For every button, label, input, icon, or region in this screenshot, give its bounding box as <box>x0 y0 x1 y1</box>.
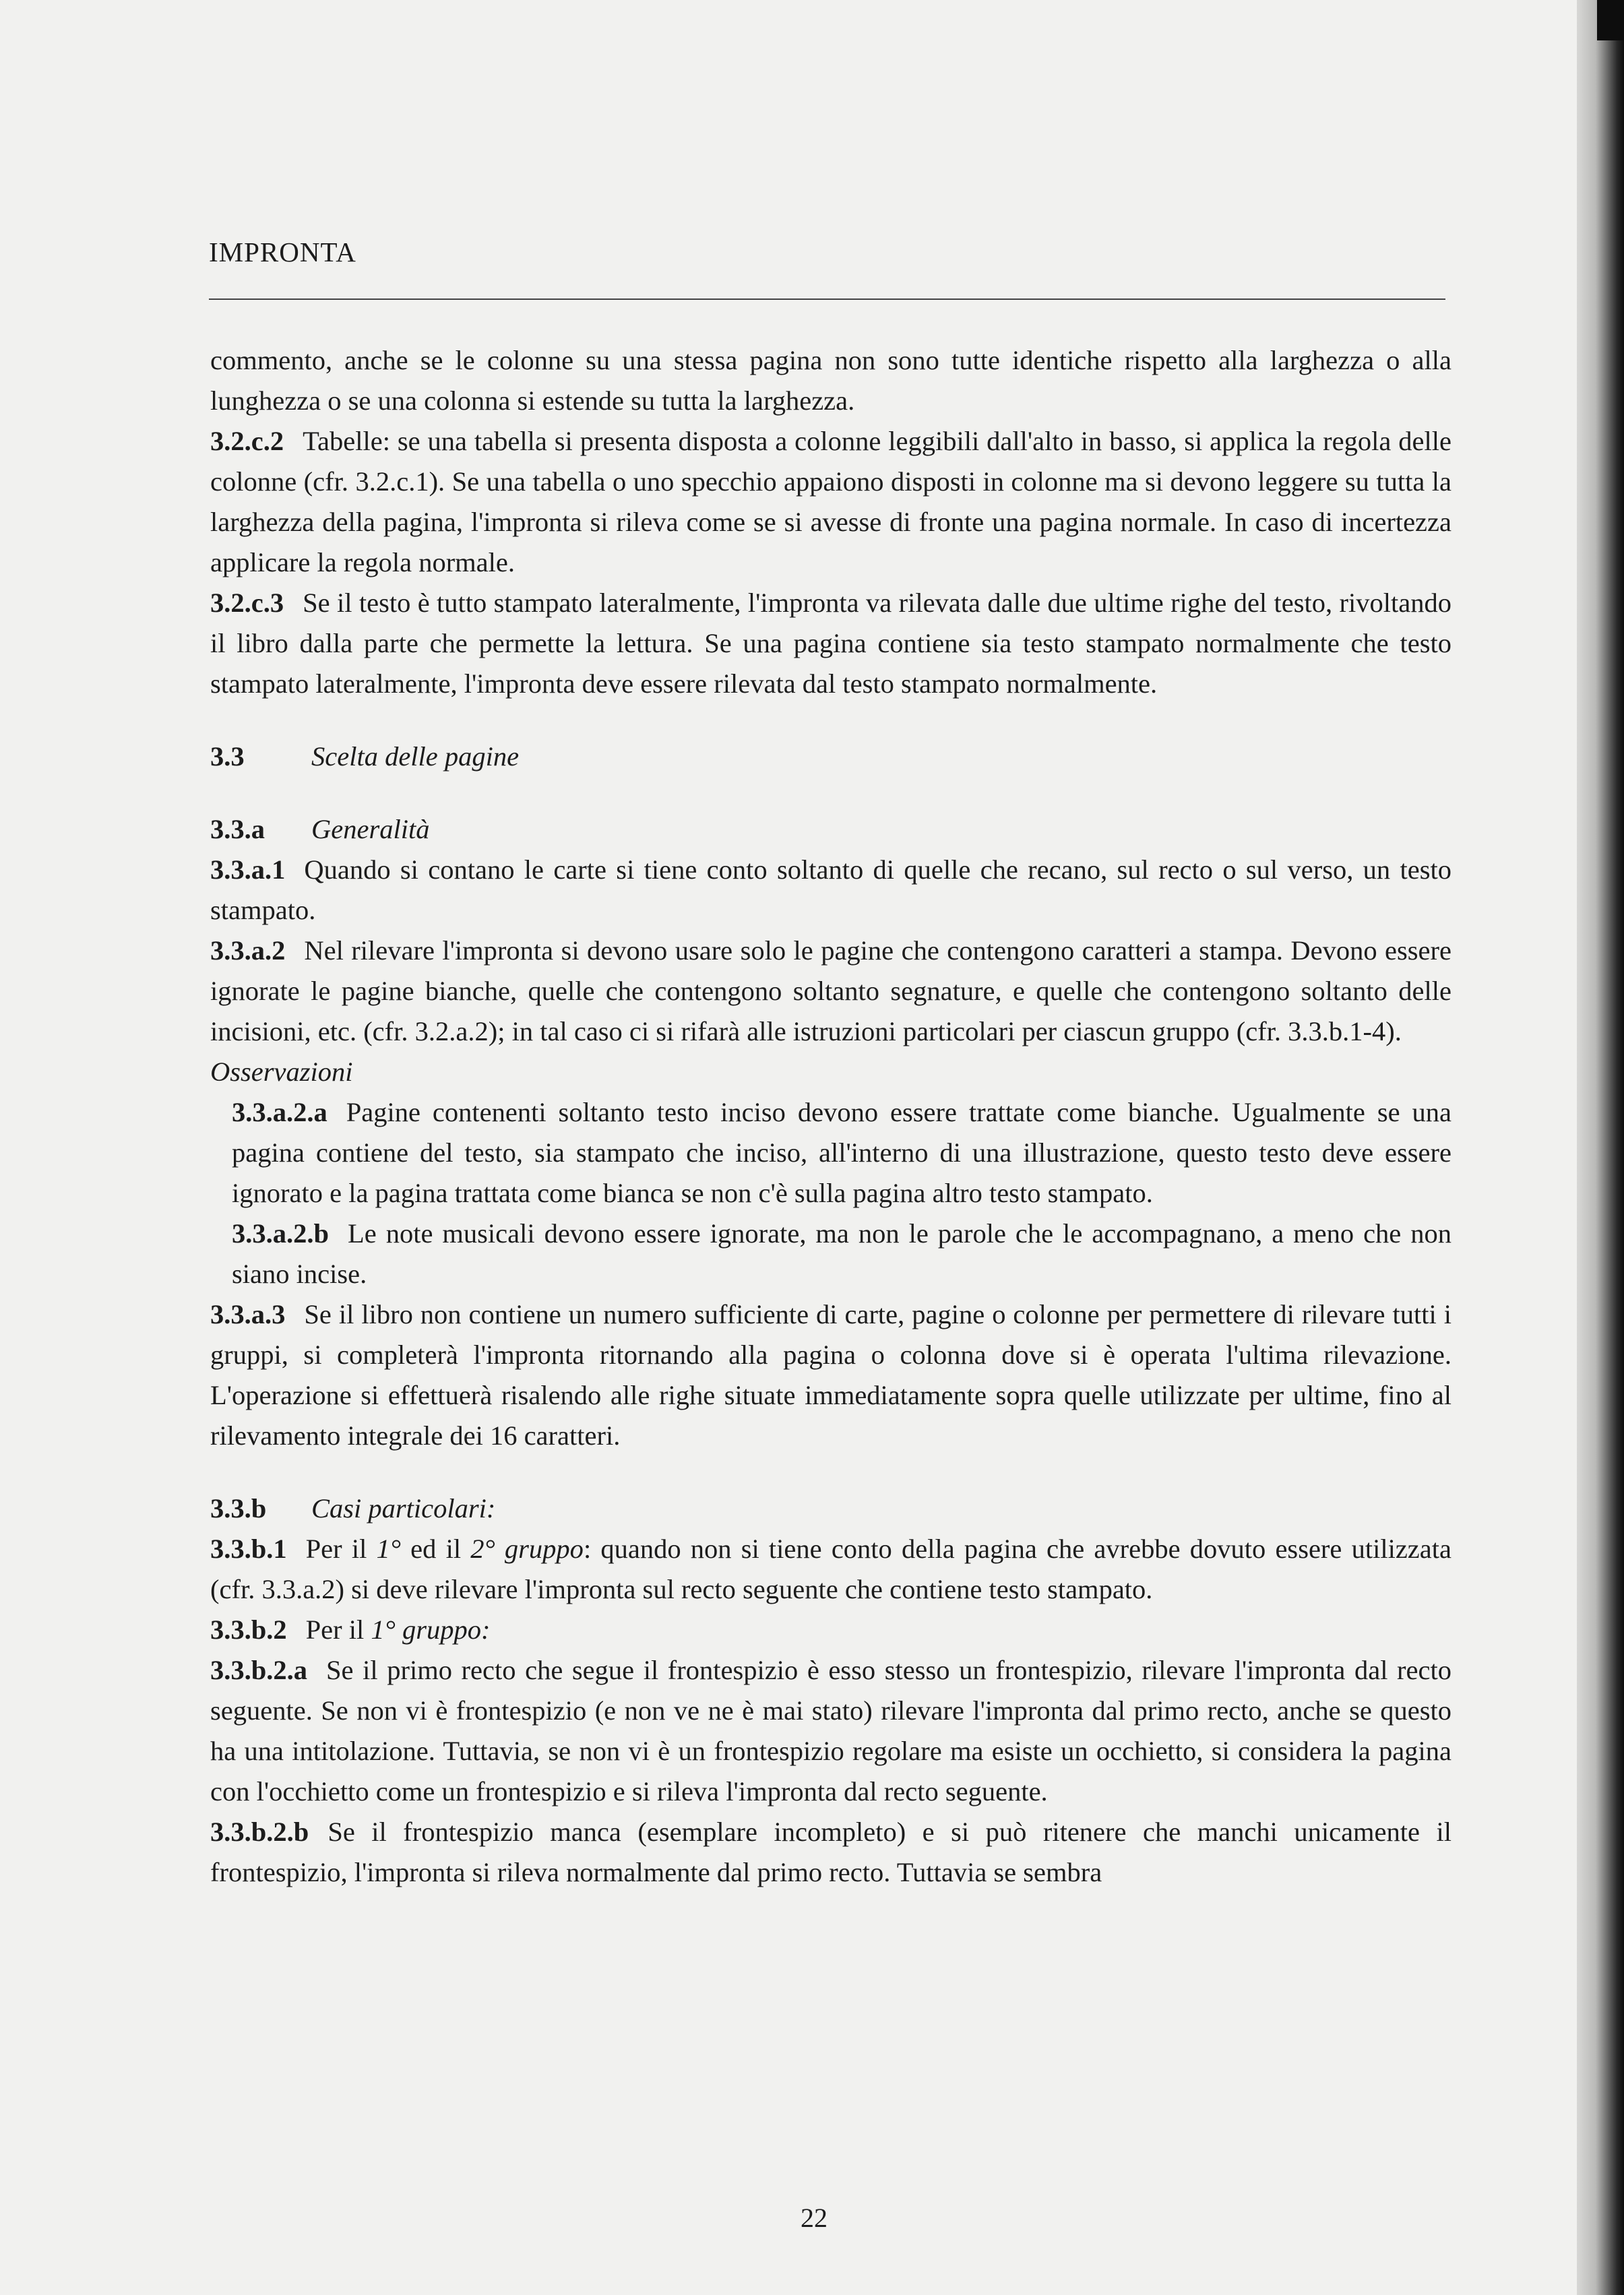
text-run: Per il <box>305 1534 377 1564</box>
heading-3-3-a <box>210 809 1451 850</box>
paragraph-3-3-b-2 <box>210 1610 1451 1650</box>
heading-title: Casi particolari: <box>311 1493 496 1523</box>
section-number: 3.3.b <box>210 1493 267 1523</box>
body-text <box>210 340 1451 1893</box>
paragraph-text: Nel rilevare l'impronta si devono usare solo le pagine che contengono caratteri a stampa. Devono essere ignorate le pagine bianche, quelle che contengono soltanto segnature, e quelle che contengono soltanto delle incisioni, etc. (cfr. 3.2.a.2); in tal caso ci si rifarà alle istruzioni particolari per ciascun gruppo (cfr. 3.3.b.1-4). <box>210 935 1451 1046</box>
section-number: 3.3.a.2.b <box>232 1218 330 1249</box>
paragraph-3-3-b-2-a <box>210 1650 1451 1812</box>
paragraph-3-3-b-1 <box>210 1529 1451 1610</box>
paragraph-3-2-c-2 <box>210 421 1451 583</box>
paragraph-3-3-a-2-a <box>210 1092 1451 1214</box>
italic-run: 1° <box>376 1534 411 1564</box>
paragraph-text: Se il testo è tutto stampato lateralmente, l'impronta va rilevata dalle due ultime righe del testo, rivoltando il libro dalla parte che permette la lettura. Se una pagina contiene sia testo stampato normalmente che testo stampato lateralmente, l'impronta deve essere rilevata dal testo stampato normalmente. <box>210 588 1451 699</box>
heading-3-3 <box>210 736 1451 777</box>
page-number: 22 <box>801 2203 827 2233</box>
paragraph-text: Se il frontespizio manca (esemplare incompleto) e si può ritenere che manchi unicamente il frontespizio, l'impronta si rileva normalmente dal primo recto. Tuttavia se sembra <box>210 1817 1451 1887</box>
page-edge-shadow <box>1577 0 1624 2295</box>
paragraph-3-3-a-1 <box>210 850 1451 931</box>
heading-3-3-b <box>210 1488 1451 1529</box>
paragraph-text: Le note musicali devono essere ignorate, ma non le parole che le accompagnano, a meno che non siano incise. <box>232 1218 1451 1289</box>
text-run: Per il <box>305 1614 371 1645</box>
italic-run: 1° gruppo: <box>371 1614 491 1645</box>
section-number: 3.3.a.2.a <box>232 1097 327 1127</box>
paragraph-text: Se il primo recto che segue il frontespizio è esso stesso un frontespizio, rilevare l'impronta dal recto seguente. Se non vi è frontespizio (e non ve ne è mai stato) rilevare l'impronta dal primo recto, anche se questo ha una intitolazione. Tuttavia, se non vi è un frontespizio regolare ma esiste un occhietto, si considera la pagina con l'occhietto come un frontespizio e si rileva l'impronta dal recto seguente. <box>210 1655 1451 1806</box>
section-number: 3.2.c.3 <box>210 588 284 618</box>
section-number: 3.3.a.2 <box>210 935 286 966</box>
section-number: 3.3.b.2.a <box>210 1655 308 1685</box>
paragraph-text: Tabelle: se una tabella si presenta disposta a colonne leggibili dall'alto in basso, si applica la regola delle colonne (cfr. 3.2.c.1). Se una tabella o uno specchio appaiono disposti in colonne ma si devono leggere su tutta la larghezza della pagina, l'impronta si rileva come se si avesse di fronte una pagina normale. In caso di incertezza applicare la regola normale. <box>210 426 1451 577</box>
paragraph-text: Quando si contano le carte si tiene conto soltanto di quelle che recano, sul recto o sul verso, un testo stampato. <box>210 854 1451 925</box>
italic-run: 2° gruppo <box>470 1534 584 1564</box>
section-number: 3.3.a.1 <box>210 854 286 885</box>
section-number: 3.3.b.1 <box>210 1534 287 1564</box>
running-header: IMPRONTA <box>209 237 356 268</box>
section-number: 3.3.a.3 <box>210 1299 286 1329</box>
text-run: ed il <box>410 1534 471 1564</box>
corner-shadow <box>1597 0 1624 40</box>
heading-title: Scelta delle pagine <box>311 741 520 772</box>
heading-title: Generalità <box>311 814 430 844</box>
observations-label: Osservazioni <box>210 1057 353 1087</box>
text-run: : quando non si tiene conto della pagina che avrebbe dovuto essere utilizzata (cfr. 3.3.a.2) si deve rilevare l'impronta sul recto seguente che contiene testo stampato. <box>210 1534 1451 1604</box>
paragraph-3-3-a-2-b <box>210 1214 1451 1294</box>
paragraph-continuation: commento, anche se le colonne su una stessa pagina non sono tutte identiche rispetto alla larghezza o alla lunghezza o se una colonna si estende su tutta la larghezza. <box>210 345 1451 416</box>
paragraph-3-3-a-2 <box>210 931 1451 1052</box>
paragraph-text: Se il libro non contiene un numero sufficiente di carte, pagine o colonne per permettere di rilevare tutti i gruppi, si completerà l'impronta ritornando alla pagina o colonna dove si è operata l'ultima rilevazione. L'operazione si effettuerà risalendo alle righe situate immediatamente sopra quelle utilizzate per ultime, fino al rilevamento integrale dei 16 caratteri. <box>210 1299 1451 1451</box>
paragraph-3-3-a-3 <box>210 1294 1451 1456</box>
paragraph-3-2-c-3 <box>210 583 1451 704</box>
section-number: 3.3 <box>210 741 245 772</box>
section-number: 3.2.c.2 <box>210 426 284 456</box>
paragraph-text: Pagine contenenti soltanto testo inciso devono essere trattate come bianche. Ugualmente se una pagina contiene del testo, sia stampato che inciso, all'interno di una illustrazione, questo testo deve essere ignorato e la pagina trattata come bianca se non c'è sulla pagina altro testo stampato. <box>232 1097 1451 1208</box>
section-number: 3.3.b.2 <box>210 1614 287 1645</box>
header-rule <box>209 298 1445 300</box>
section-number: 3.3.b.2.b <box>210 1817 309 1847</box>
paragraph-3-3-b-2-b <box>210 1812 1451 1893</box>
section-number: 3.3.a <box>210 814 265 844</box>
